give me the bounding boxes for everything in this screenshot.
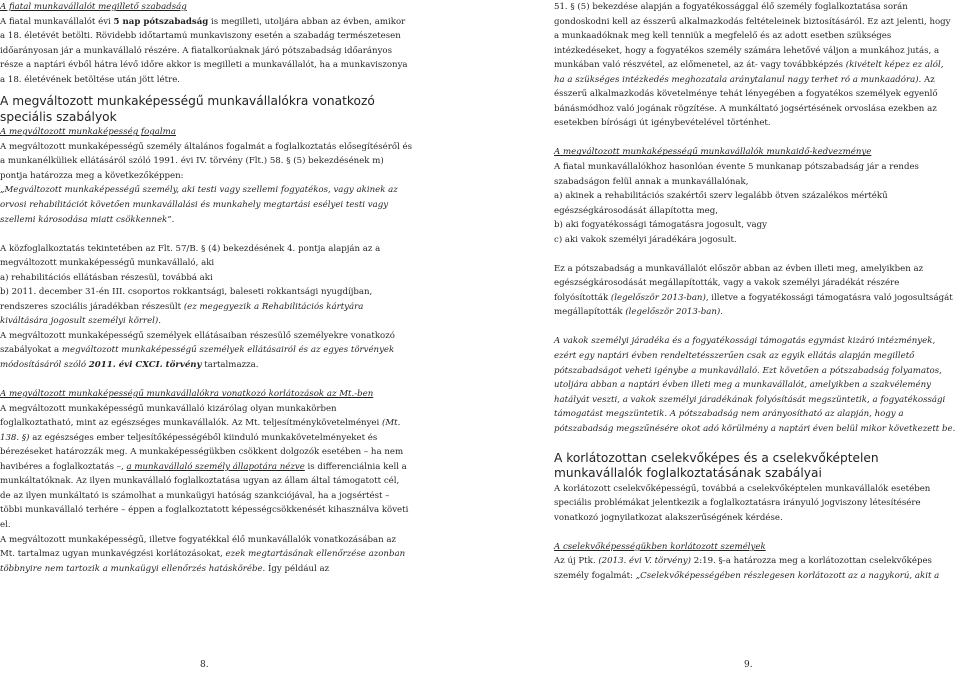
text-run: is differenciálnia kell a munkáltatóknak. Az ilyen munkavállaló foglalkoztatása ugyan az állam által támogatott cél, de az ilyen munkáltató is számolhat a munkaügyi hatóság szankciójával, ha a jogsértést – többi munkavállaló terhére – éppen a foglalkoztatott képességcsökkenését kihasználva követi el. [0,461,409,530]
section-title-limited-capacity: A korlátozottan cselekvőképes és a cselekvőképtelen munkavállalók foglalkoztatásának szabályai [554,450,879,481]
list-item-a: a) akinek a rehabilitációs szakértői szerv legalább ötven százalékos mértékű egészségkárosodását állapította meg, [554,191,888,216]
text-run-italic: (legelőször 2013-ban) [610,292,706,303]
text-run: az egészséges ember teljesítőképességéből kiinduló munkakövetelményeket és bérezéseket határozzák meg. A munkaképességükben csökkent dolgozók esetében – ha nem havibéres a foglalkoztatás –, [0,432,404,472]
subheading-definition: A megváltozott munkaképesség fogalma [0,127,176,138]
paragraph-leave-start [554,262,956,320]
list-item-b [0,285,412,329]
text-run: Az új Ptk. [554,556,599,567]
text-run: Az ésszerű alkalmazkodás követelménye tehát lényegében a fogyatékos személyek egyenlő bánásmódhoz való jogának rögzítése. A munkáltató jogsértésének orvoslása ezekben az esetekben bírósági út igénybevételével történhet. [554,74,938,129]
page-number: 9. [744,660,753,670]
paragraph-definition-intro: A megváltozott munkaképességű személy általános fogalmát a foglalkoztatás elősegítéséről és a munkanélküliek ellátásáról szóló 1991. évi IV. törvény (Flt.) 58. § (5) bekezdésének m) pontja határozza meg a következőképpen: [0,141,413,181]
paragraph-inspection [0,533,412,577]
text-run-italic: megváltozott munkaképességű személyek ellátásairól és az egyes törvények módosításáról szóló [0,345,395,370]
list-item-c: c) aki vakok személyi járadékára jogosult. [554,234,737,245]
subheading-limited-persons: A cselekvőképességükben korlátozott személyek [554,541,766,552]
text-run: , illetve a fogyatékossági támogatásra való jogosultságát megállapították [554,292,953,318]
paragraph-ptk-definition [554,554,956,583]
text-run-italic: (ez megegyezik a Rehabilitációs kártyára kiváltására jogosult személyi körrel). [0,301,364,327]
text-run: A megváltozott munkaképességű munkavállaló kizárólag olyan munkakörben foglalkoztatható, mint az egészséges munkavállalók. Az Mt. teljesítménykövetelményei [0,403,382,429]
text-run-italic: (legelőször 2013-ban). [625,307,723,318]
text-run: 51. § (5) bekezdése alapján a fogyatékossággal élő személy foglalkoztatása során gondoskodni kell az ésszerű alkalmazkodás feltételeinek biztosításáról. Ez azt jelenti, hogy a munkaadóknak meg kell tenniük a megfelelő és az adott esetben szükséges intézkedéseket, hogy a fogyatékos személy számára lehetővé váljon a munkához jutás, a munkában való részvétel, az előmenetel, az át- vagy továbbképzés [554,2,951,71]
paragraph-exclusive-benefits: A vakok személyi járadéka és a fogyatékossági támogatás egymást kizáró intézmények, ezért egy naptári évben rendeltetésszerűen csak az egyik ellátás alapján megillető pótszabadságot veheti igénybe a munkavállaló. Ezt követően a pótszabadság folyamatos, utoljára abban a naptári évben illeti meg a munkavállalót, amelyikben a szakvélemény hatályát veszti, a vakok személyi járadékának folyósítását megszüntetik, a fogyatékossági támogatást megszüntetik. A pótszabadság nem arányosítható az alapján, hogy a pótszabadság megszűnésére okot adó körülmény a naptári éven belül mikor következett be. [554,336,956,434]
text-run: tartalmazza. [201,359,259,370]
text-run-italic-underline: a munkavállaló személy állapotára nézve [126,461,305,472]
section-heading-young-workers-leave: A fiatal munkavállalót megillető szabadság [0,2,187,12]
subheading-restrictions: A megváltozott munkaképességű munkavállalókra vonatkozó korlátozások az Mt.-ben [0,389,374,400]
text-run: 2:19. §-a határozza meg a korlátozottan cselekvőképes személy fogalmát: [554,556,932,581]
paragraph-limited-capacity: A korlátozott cselekvőképességű, továbbá a cselekvőképtelen munkavállalók esetében speciális problémákat jelentkezik a foglalkoztatásra irányuló jogviszony létesítésére vonatkozó jognyilatkozat alakszerűségének kérdése. [554,483,931,523]
text-run-italic: (Mt. 138. §) [0,418,401,443]
paragraph-public-employment: A közfoglalkoztatás tekintetében az Flt. 57/B. § (4) bekezdésének 4. pontja alapján az a megváltozott munkaképességű munkavállaló, aki [0,243,381,269]
paragraph-restrictions [0,402,412,533]
right-page-content [554,0,956,584]
text-run: b) 2011. december 31-én III. csoportos rokkantsági, baleseti rokkantsági nyugdíjban, rendszeres szociális járadékban részesült [0,287,373,312]
section-title-disabled-workers: A megváltozott munkaképességű munkavállalókra vonatkozó speciális szabályok [0,94,375,124]
text-run-bold: 5 nap pótszabadság [113,16,209,27]
left-page [0,0,412,679]
text-run: Ez a pótszabadság a munkavállalót először abban az évben illeti meg, amelyikben az egészségkárosodását megállapították, vagy a vakok személyi járadékát részére folyósították [554,263,924,303]
paragraph-young-workers-leave [0,15,412,88]
text-run-italic: „Cselekvőképességében részlegesen korlátozott az a nagykorú, akit a [635,571,940,581]
page-number: 8. [200,660,209,670]
paragraph-definition-quote: „Megváltozott munkaképességű személy, aki testi vagy szellemi fogyatékos, vagy akinek az orvosi rehabilitációt követően munkavállalási és munkahely megtartási esélyei testi vagy szellemi károsodása miatt csökkennek”. [0,185,398,225]
text-run-italic: (2013. évi V. törvény) [598,556,692,567]
paragraph-extra-leave: A fiatal munkavállalókhoz hasonlóan évente 5 munkanap pótszabadság jár a rendes szabadságon felül annak a munkavállalónak, [554,161,919,187]
right-page [554,0,956,679]
text-run-italic: ezek megtartásának ellenőrzése azonban többnyire nem tartozik a munkaügyi ellenőrzés hatáskörébe. [0,549,406,574]
list-item-b: b) aki fogyatékossági támogatásra jogosult, vagy [554,220,768,231]
text-run: A megváltozott munkaképességű személyek ellátásaiban részesülő személyekre vonatkozó szabályokat a [0,330,395,356]
subheading-working-time-benefit: A megváltozott munkaképességű munkavállalók munkaidő-kedvezménye [554,147,872,158]
text-run-italic: (kivételt képez ez alól, ha a szükséges intézkedés meghozatala aránytalanul nagy terhet ró a munkaadóra). [554,60,944,85]
list-item-a: a) rehabilitációs ellátásban részesül, továbbá aki [0,272,213,283]
paragraph-benefits-rules [0,329,412,373]
text-run: is megilleti, utoljára abban az évben, amikor a 18. életévét betölti. Rövidebb időtartamú munkaviszony esetén a szabadág természetesen időarányosan jár a munkavállaló részére. A fiatalkorúaknak járó pótszabadság időarányos része a naptári évből hátra lévő időre akkor is megilleti a munkavállalót, ha a munkaviszonya a 18. életévének betöltése után jött létre. [0,16,408,85]
text-run-bold-italic: 2011. évi CXCI. törvény [88,359,202,370]
text-run: A fiatal munkavállalót évi [0,16,114,27]
paragraph-reasonable-accommodation [554,0,956,131]
text-run: A megváltozott munkaképességű, illetve fogyatékkal élő munkavállalók vonatkozásában az Mt. tartalmaz ugyan munkavégzési korlátozásokat, [0,534,397,560]
left-page-content [0,0,412,576]
text-run: Így például az [265,563,330,574]
